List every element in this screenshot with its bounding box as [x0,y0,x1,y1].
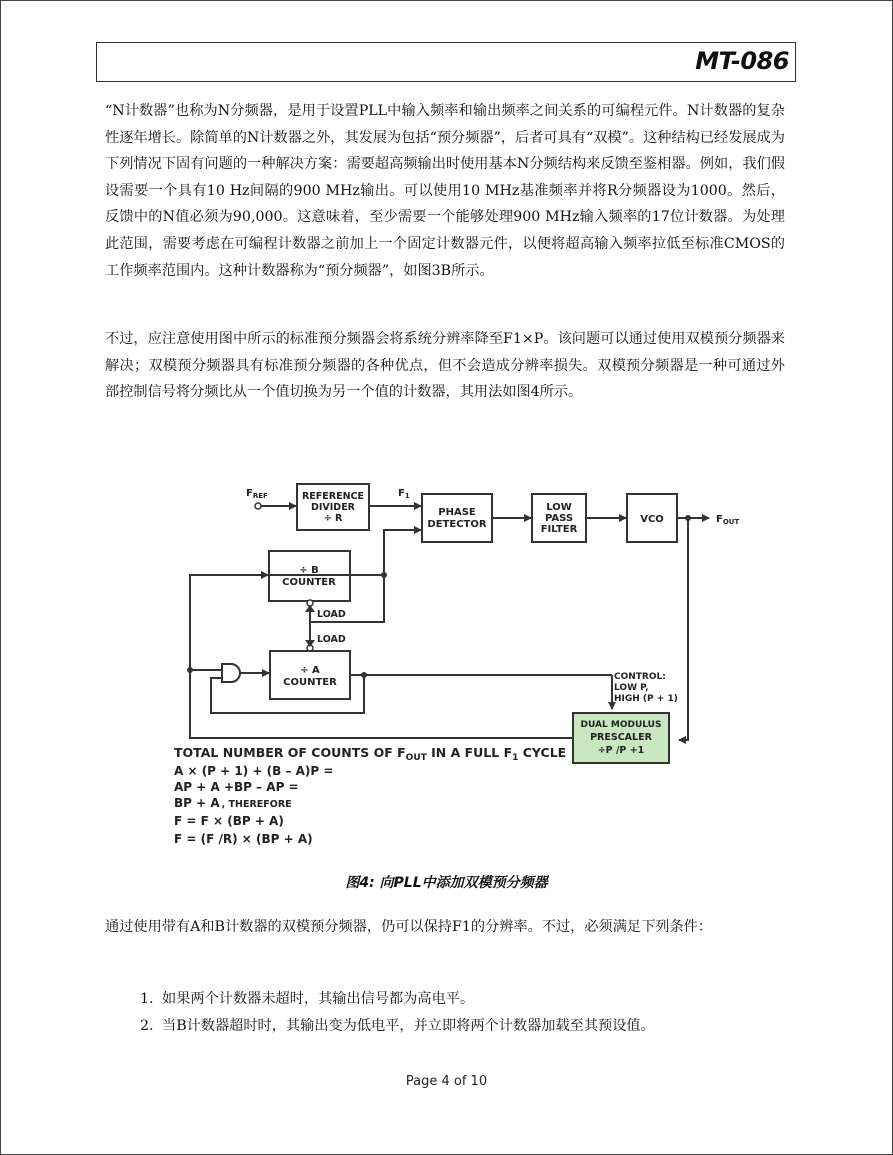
equation-line-2: AP + A +BP – AP = [174,780,299,794]
figure-caption: 图4: 向PLL中添加双模预分频器 [345,875,548,891]
control-label-1: CONTROL: [614,672,666,682]
svg-text:PHASE: PHASE [438,507,476,518]
svg-text:DIVIDER: DIVIDER [311,502,355,513]
page-number: Page 4 of 10 [405,1074,488,1089]
document-id: MT-086 [695,47,789,75]
svg-text:PASS: PASS [544,513,574,524]
svg-text:PRESCALER: PRESCALER [590,732,652,743]
equation-line-5: F = (F /R) × (BP + A) [174,832,313,846]
fref-node [255,503,261,509]
fref-label: $F_{REF}$ [246,488,268,500]
equation-line-1: A × (P + 1) + (B – A)P = [174,764,334,778]
paragraph-prescaler: 不过，应注意使用图中所示的标准预分频器会将系统分辨率降至F1×P。该问题可以通过使用双模预分频器来解决；双模预分频器具有标准预分频器的各种优点，但不会造成分辨率损失。双模预分频器是一种可通过外部控制信号将分频比从一个值切换为另一个值的计数器，其用法如图4所示。 [105,331,785,401]
conditions-list [140,986,655,1040]
svg-text:÷ A: ÷ A [300,665,320,676]
svg-text:÷ B: ÷ B [299,565,319,576]
list-item: 1. 如果两个计数器未超时，其输出信号都为高电平。 [140,991,475,1007]
fout-label: $F_{OUT}$ [716,514,740,526]
svg-text:÷P /P +1: ÷P /P +1 [597,745,645,756]
list-item: 2. 当B计数器超时时，其输出变为低电平，并立即将两个计数器加载至其预设值。 [140,1018,655,1034]
svg-text:DUAL MODULUS: DUAL MODULUS [580,720,662,730]
svg-text:DETECTOR: DETECTOR [427,519,487,530]
and-gate [222,664,240,682]
equation-line-3: BP + A , THEREFORE [174,796,292,810]
paragraph-intro: “N计数器”也称为N分频器，是用于设置PLL中输入频率和输出频率之间关系的可编程元件。N计数器的复杂性逐年增长。除简单的N计数器之外，其发展为包括“预分频器”，后者可具有“双模”。这种结构已经发展成为下列情况下固有问题的一种解决方案：需要超高频输出时使用基本N分频结构来反馈至鉴相器。例如，我们假设需要一个具有10 Hz间隔的900 MHz输出。可以使用10 MHz基准频率并将R分频器设为1000。然后，反馈中的N值必须为90,000。这意味着，至少需要一个能够处理900 MHz输入频率的17位计数器。为处理此范围，需要考虑在可编程计数器之前加上一个固定计数器元件，以便将超高输入频率拉低至标准CMOS的工作频率范围内。这种计数器称为“预分频器”，如图3B所示。 [105,103,785,279]
svg-text:FILTER: FILTER [540,524,578,535]
svg-text:REFERENCE: REFERENCE [301,491,365,502]
equation-line-4: F = F × (BP + A) [174,814,284,828]
load-label-bottom: LOAD [317,634,346,645]
load-label-top: LOAD [317,609,346,620]
svg-text:÷ R: ÷ R [323,513,343,524]
control-label-2: LOW P, [614,683,649,693]
control-label-3: HIGH (P + 1) [614,694,678,704]
equation-title: TOTAL NUMBER OF COUNTS OF $F_{OUT}$ IN A FULL $F_1$ CYCLE [174,745,567,763]
svg-text:COUNTER: COUNTER [283,677,337,688]
svg-text:LOW: LOW [546,502,572,513]
paragraph-conditions: 通过使用带有A和B计数器的双模预分频器，仍可以保持F1的分辨率。不过，必须满足下列条件： [105,919,713,935]
svg-text:VCO: VCO [640,514,664,525]
svg-text:COUNTER: COUNTER [282,577,336,588]
phase-detector-block [422,494,492,542]
f1-label: $F_1$ [398,488,410,500]
